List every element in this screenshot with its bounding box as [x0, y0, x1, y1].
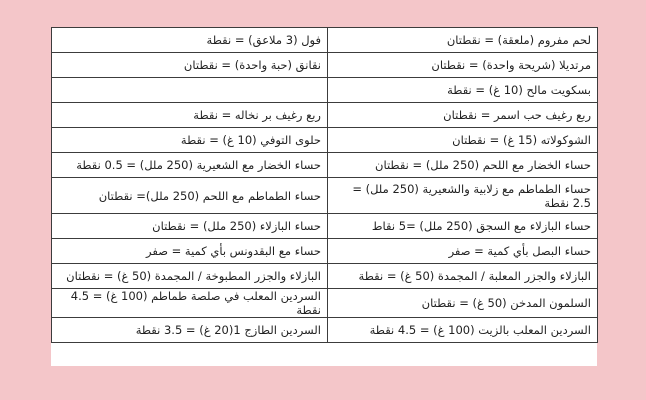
table-cell: حلوى التوفي (10 غ) = نقطة: [52, 128, 328, 153]
table-row: [52, 53, 598, 78]
table-cell: لحم مفروم (ملعقة) = نقطتان: [328, 28, 598, 53]
table-row: [52, 264, 598, 289]
table-row: [52, 214, 598, 239]
table-row: [52, 28, 598, 53]
table-cell: البازلاء والجزر المطبوخة / المجمدة (50 غ) = نقطتان: [52, 264, 328, 289]
table-cell: حساء الطماطم مع اللحم (250 ملل)= نقطتان: [52, 178, 328, 214]
table-cell: [52, 78, 328, 103]
table-row: [52, 289, 598, 318]
table-cell: حساء الطماطم مع زلابية والشعيرية (250 ملل) = 2.5 نقطة: [328, 178, 598, 214]
table-row: [52, 78, 598, 103]
table-row: [52, 153, 598, 178]
table-cell: حساء البصل بأي كمية = صفر: [328, 239, 598, 264]
table-cell: حساء البازلاء (250 ملل) = نقطتان: [52, 214, 328, 239]
table-cell: حساء مع البقدونس بأي كمية = صفر: [52, 239, 328, 264]
table-row: [52, 103, 598, 128]
table-cell: نقانق (حبة واحدة) = نقطتان: [52, 53, 328, 78]
table-cell: بسكويت مالح (10 غ) = نقطة: [328, 78, 598, 103]
table-row: [52, 178, 598, 214]
table-cell: السردين المعلب في صلصة طماطم (100 غ) = 4.5 نقطة: [52, 289, 328, 318]
table-row: [52, 239, 598, 264]
table-cell: ربع رغيف بر نخاله = نقطة: [52, 103, 328, 128]
document-page: [51, 27, 597, 366]
food-points-table: [51, 27, 598, 343]
table-row: [52, 128, 598, 153]
table-row: [52, 318, 598, 343]
table-cell: فول (3 ملاعق) = نقطة: [52, 28, 328, 53]
table-cell: ربع رغيف حب اسمر = نقطتان: [328, 103, 598, 128]
table-cell: حساء الخضار مع اللحم (250 ملل) = نقطتان: [328, 153, 598, 178]
table-cell: حساء البازلاء مع السجق (250 ملل) =5 نقاط: [328, 214, 598, 239]
table-cell: السردين المعلب بالزيت (100 غ) = 4.5 نقطة: [328, 318, 598, 343]
table-cell: مرتديلا (شريحة واحدة) = نقطتان: [328, 53, 598, 78]
table-cell: البازلاء والجزر المعلبة / المجمدة (50 غ) = نقطة: [328, 264, 598, 289]
table-cell: الشوكولاته (15 غ) = نقطتان: [328, 128, 598, 153]
table-cell: السردين الطازج 1(20 غ) = 3.5 نقطة: [52, 318, 328, 343]
table-cell: حساء الخضار مع الشعيرية (250 ملل) = 0.5 نقطة: [52, 153, 328, 178]
table-cell: السلمون المدخن (50 غ) = نقطتان: [328, 289, 598, 318]
